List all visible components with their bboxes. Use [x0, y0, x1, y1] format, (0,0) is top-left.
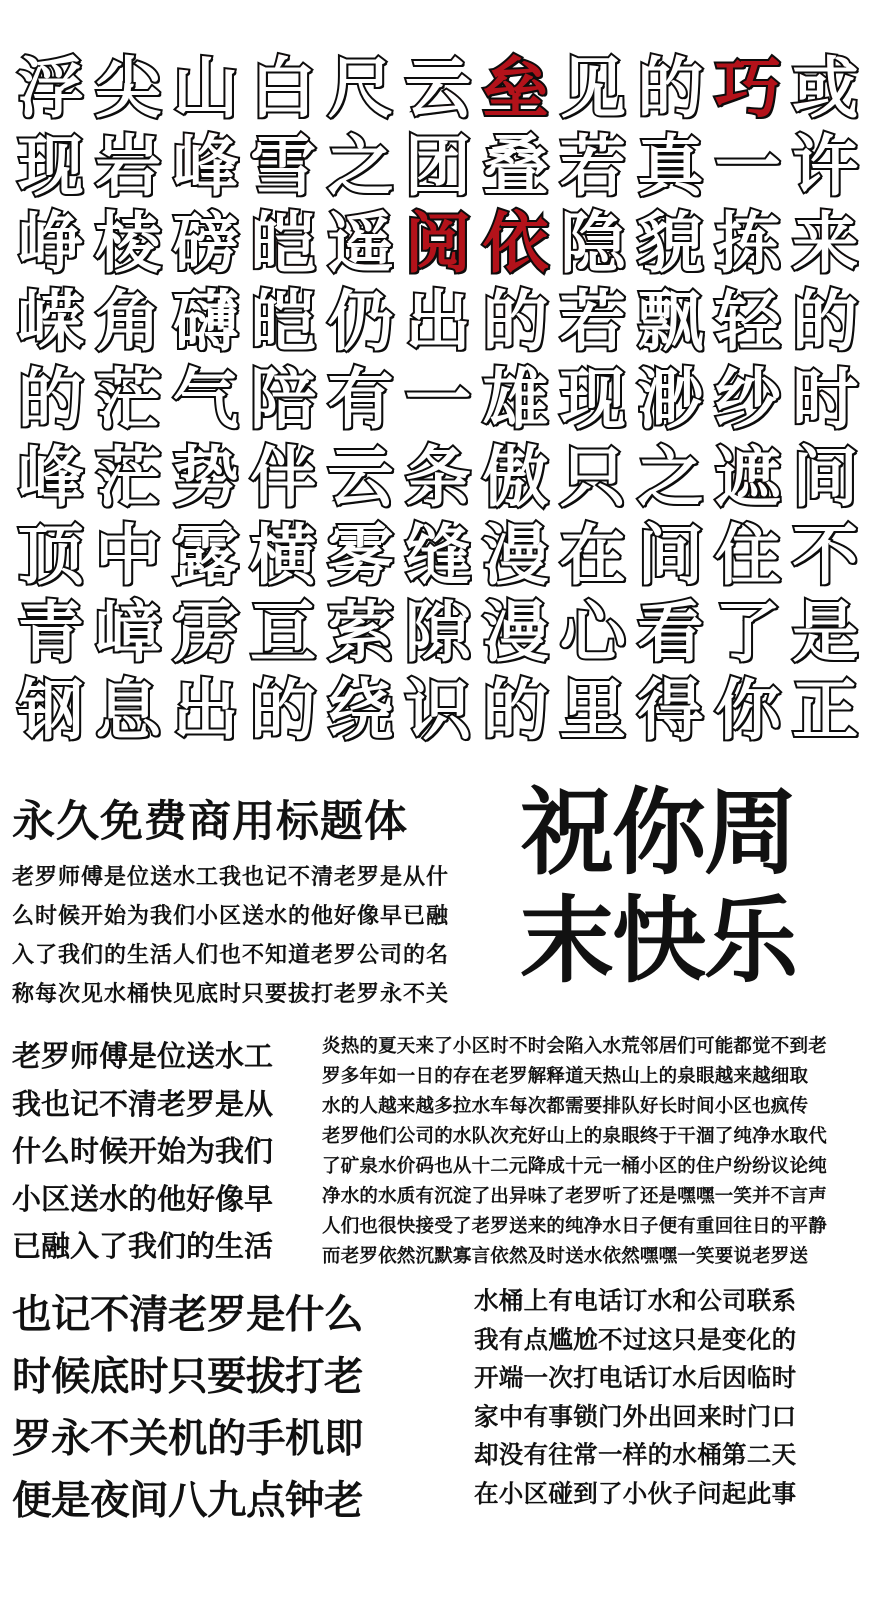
- display-glyph: 见: [559, 49, 626, 127]
- display-glyph: 看: [637, 594, 704, 672]
- display-glyph: 若: [554, 128, 631, 206]
- display-glyph: 傲: [482, 438, 549, 516]
- display-glyph: 真: [632, 128, 709, 206]
- display-glyph: 识: [404, 672, 471, 750]
- display-glyph: 隙: [404, 594, 471, 672]
- display-glyph: 尖: [95, 49, 162, 127]
- paragraph-line: 人们也很快接受了老罗送来的纯净水日子便有重回往日的平静: [322, 1216, 827, 1237]
- paragraph-line: 净水的水质有沉淀了出异味了老罗听了还是嘿嘿一笑并不言声: [322, 1186, 827, 1207]
- display-glyph: 露: [172, 516, 239, 594]
- display-glyph: 团: [399, 128, 476, 206]
- display-glyph: 漫: [482, 594, 549, 672]
- display-glyph: 拣: [714, 205, 781, 283]
- big-greeting: [520, 780, 864, 996]
- paragraph-line: 已融入了我们的生活: [12, 1229, 274, 1263]
- display-glyph: 是: [792, 594, 859, 672]
- display-glyph: 气: [172, 360, 239, 438]
- display-glyph: 间: [792, 438, 859, 516]
- display-glyph: 了: [714, 594, 781, 672]
- display-glyph: 巧: [714, 49, 781, 127]
- display-glyph: 正: [792, 672, 859, 750]
- paragraph-line: 时候底时只要拔打老: [12, 1354, 363, 1400]
- display-glyph: 雄: [482, 360, 549, 438]
- paragraph-line: 什么时候开始为我们: [12, 1134, 274, 1168]
- display-glyph: 尺: [327, 49, 394, 127]
- display-glyph: 阅: [404, 205, 471, 283]
- decorative-glyph-grid: [12, 50, 864, 750]
- display-glyph: 横: [250, 516, 317, 594]
- display-glyph: 一: [404, 360, 471, 438]
- display-glyph: 之: [637, 438, 704, 516]
- display-glyph: 的: [792, 283, 859, 361]
- paragraph-line: 么时候开始为我们小区送水的他好像早已融: [12, 904, 450, 929]
- display-glyph: 出: [399, 283, 476, 361]
- display-glyph: 皑: [250, 283, 317, 361]
- big-greeting-line: 祝你周: [520, 779, 797, 888]
- display-glyph: 的: [17, 360, 84, 438]
- display-glyph: 条: [404, 438, 471, 516]
- display-glyph: 出: [172, 672, 239, 750]
- display-glyph: 雾: [327, 516, 394, 594]
- display-glyph: 时: [787, 361, 864, 439]
- paragraph-line: 我也记不清老罗是从: [12, 1086, 274, 1121]
- display-glyph: 心: [559, 594, 626, 672]
- paragraph-line: 我有点尴尬不过这只是变化的: [474, 1324, 797, 1354]
- paragraph-line: 却没有往常一样的水桶第二天: [474, 1440, 797, 1470]
- display-glyph: 隐: [554, 206, 631, 284]
- paragraph-line: 入了我们的生活人们也不知道老罗公司的名: [12, 943, 450, 968]
- display-glyph: 钢: [17, 672, 84, 750]
- display-glyph: 的: [477, 283, 554, 361]
- display-glyph: 现: [559, 360, 626, 438]
- sample-paragraph-right: [474, 1282, 866, 1514]
- paragraph-line: 便是夜间八九点钟老: [12, 1478, 363, 1524]
- display-glyph: 缝: [404, 516, 471, 594]
- display-glyph: 白: [244, 50, 321, 128]
- display-glyph: 有: [327, 360, 394, 438]
- display-glyph: 息: [95, 672, 162, 750]
- display-glyph: 皑: [244, 206, 321, 284]
- display-glyph: 茫: [95, 360, 162, 438]
- display-glyph: 峥: [17, 205, 84, 283]
- display-glyph: 礴: [172, 283, 239, 361]
- display-glyph: 轻: [714, 283, 781, 361]
- display-glyph: 渺: [637, 360, 704, 438]
- display-glyph: 现: [17, 127, 84, 205]
- display-glyph: 里: [559, 672, 626, 750]
- display-glyph: 遥: [322, 206, 399, 284]
- display-glyph: 住: [714, 516, 781, 594]
- display-glyph: 嵘: [17, 283, 84, 361]
- sample-paragraph-tiny: [322, 1032, 866, 1272]
- display-glyph: 青: [17, 594, 84, 672]
- display-glyph: 峰: [167, 128, 244, 206]
- display-glyph: 叠: [477, 128, 554, 206]
- paragraph-line: 了矿泉水价码也从十二元降成十元一桶小区的住户纷纷议论纯: [322, 1156, 827, 1177]
- display-glyph: 许: [792, 127, 859, 205]
- display-glyph: 一: [714, 127, 781, 205]
- display-glyph: 貌: [637, 205, 704, 283]
- display-glyph: 萦: [327, 594, 394, 672]
- display-glyph: 的: [250, 672, 317, 750]
- display-glyph: 仍: [327, 283, 394, 361]
- paragraph-line: 水的人越来越多拉水车每次都需要排队好长时间小区也疯传: [322, 1096, 809, 1117]
- display-glyph: 浮: [17, 49, 84, 127]
- paragraph-line: 老罗师傅是位送水工我也记不清老罗是从什: [12, 865, 450, 890]
- display-glyph: 陪: [250, 360, 317, 438]
- display-glyph: 之: [327, 127, 394, 205]
- sample-paragraph-small: [12, 858, 512, 1014]
- display-glyph: 云: [399, 50, 476, 128]
- display-glyph: 棱: [95, 205, 162, 283]
- display-glyph: 不: [792, 516, 859, 594]
- display-glyph: 垒: [482, 49, 549, 127]
- display-glyph: 磅: [172, 205, 239, 283]
- display-glyph: 间: [637, 516, 704, 594]
- display-glyph: 你: [714, 672, 781, 750]
- display-glyph: 或: [787, 50, 864, 128]
- display-glyph: 中: [95, 516, 162, 594]
- display-glyph: 亘: [250, 594, 317, 672]
- display-glyph: 伴: [250, 438, 317, 516]
- display-glyph: 嶂: [95, 594, 162, 672]
- display-glyph: 茫: [95, 438, 162, 516]
- paragraph-line: 也记不清老罗是什么: [12, 1292, 363, 1338]
- paragraph-line: 在小区碰到了小伙子问起此事: [474, 1478, 797, 1508]
- display-glyph: 顶: [17, 516, 84, 594]
- display-glyph: 在: [559, 516, 626, 594]
- display-glyph: 绕: [327, 672, 394, 750]
- paragraph-line: 开端一次打电话订水后因临时: [474, 1363, 797, 1393]
- paragraph-line: 老罗他们公司的水队次充好山上的泉眼终于干涸了纯净水取代: [322, 1126, 827, 1147]
- sample-paragraph-large: [12, 1284, 462, 1532]
- display-glyph: 飘: [637, 283, 704, 361]
- display-glyph: 云: [327, 438, 394, 516]
- font-title: 永久免费商用标题体: [12, 797, 408, 847]
- display-glyph: 雪: [244, 128, 321, 206]
- display-glyph: 来: [787, 206, 864, 284]
- paragraph-line: 家中有事锁门外出回来时门口: [474, 1401, 797, 1431]
- paragraph-line: 罗永不关机的手机即: [12, 1416, 363, 1462]
- display-glyph: 山: [167, 50, 244, 128]
- display-glyph: 角: [95, 283, 162, 361]
- display-glyph: 势: [172, 438, 239, 516]
- sample-paragraph-medium: [12, 1033, 312, 1271]
- display-glyph: 岩: [95, 127, 162, 205]
- paragraph-line: 罗多年如一日的存在老罗解释道天热山上的泉眼越来越细取: [322, 1066, 809, 1087]
- display-glyph: 的: [632, 50, 709, 128]
- paragraph-line: 水桶上有电话订水和公司联系: [474, 1286, 797, 1315]
- display-glyph: 峰: [17, 438, 84, 516]
- paragraph-line: 炎热的夏天来了小区时不时会陷入水荒邻居们可能都觉不到老: [322, 1036, 827, 1057]
- paragraph-line: 称每次见水桶快见底时只要拔打老罗永不关: [12, 982, 450, 1007]
- display-glyph: 雳: [172, 594, 239, 672]
- display-glyph: 的: [482, 672, 549, 750]
- paragraph-line: 小区送水的他好像早: [12, 1181, 274, 1216]
- display-glyph: 纱: [714, 360, 781, 438]
- display-glyph: 依: [482, 205, 549, 283]
- display-glyph: 得: [637, 672, 704, 750]
- big-greeting-line: 末快乐: [520, 887, 797, 996]
- paragraph-line: 而老罗依然沉默寡言依然及时送水依然嘿嘿一笑要说老罗送: [322, 1246, 809, 1267]
- paragraph-line: 老罗师傅是位送水工: [12, 1039, 274, 1073]
- display-glyph: 若: [559, 283, 626, 361]
- display-glyph: 只: [559, 438, 626, 516]
- display-glyph: 漫: [482, 516, 549, 594]
- display-glyph: 遮: [709, 439, 786, 517]
